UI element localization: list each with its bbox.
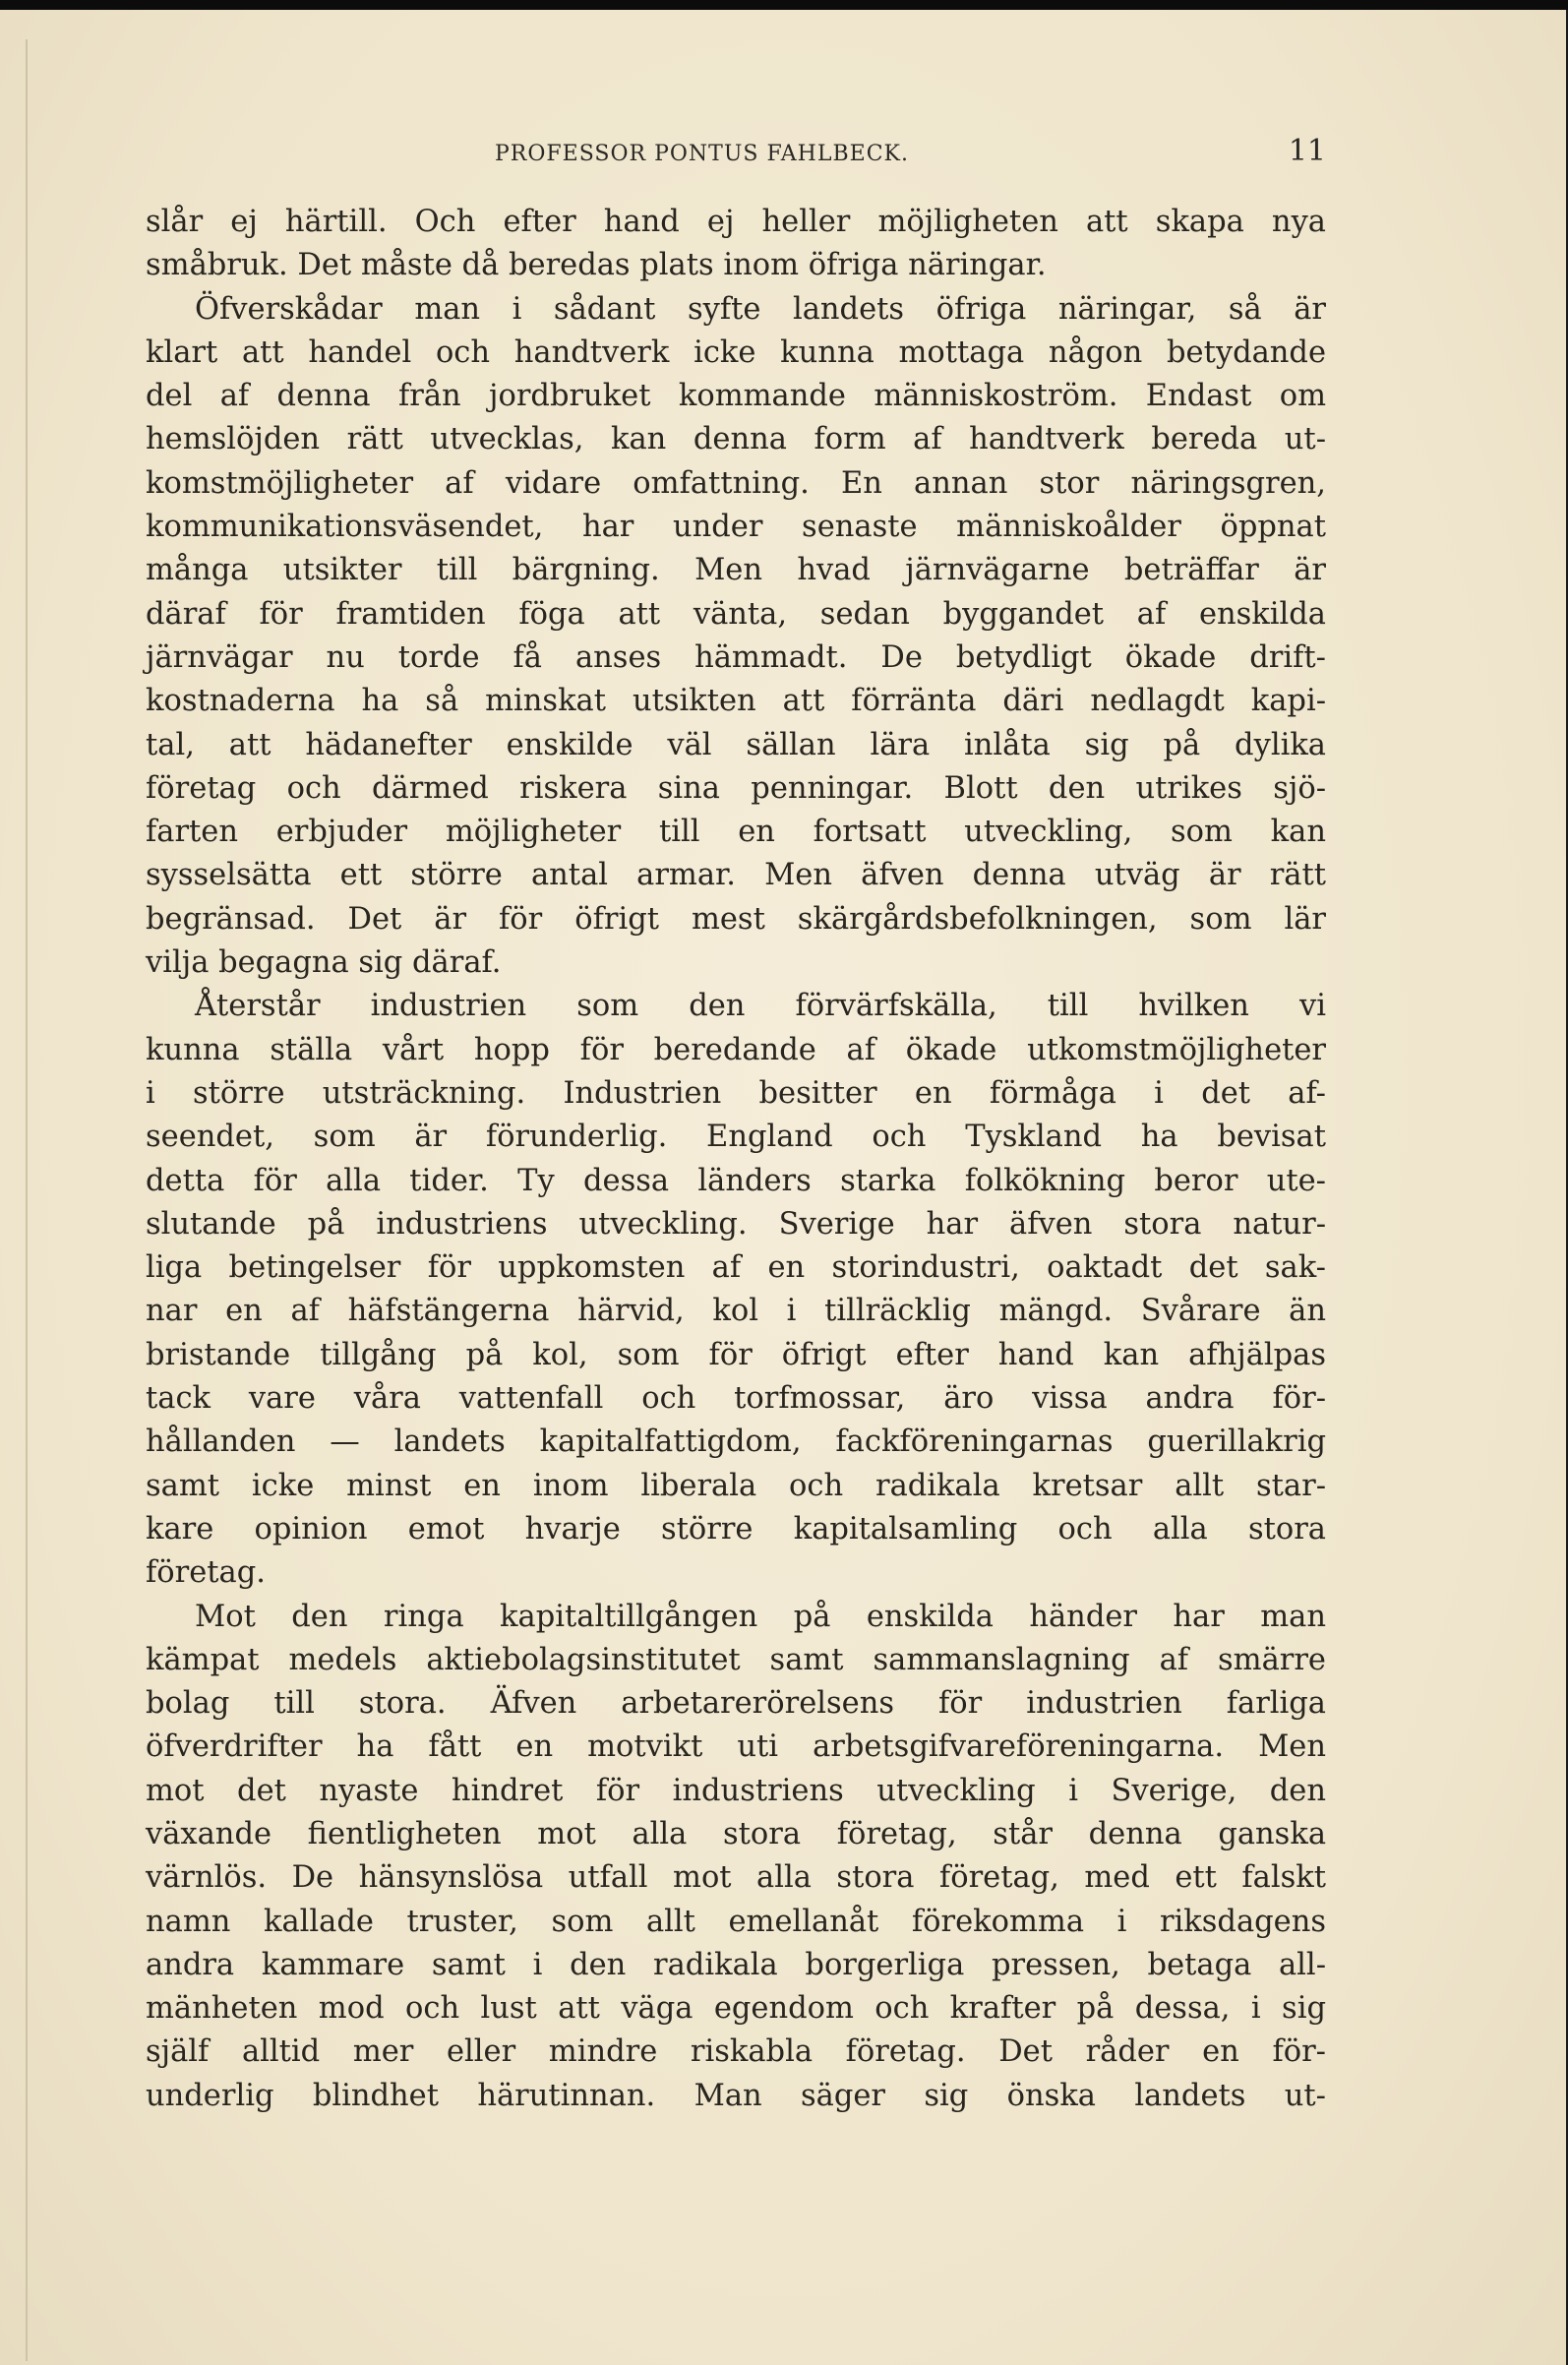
text-line: Mot den ringa kapitaltillgången på enskilda händer har man <box>195 1599 1326 1634</box>
running-title: PROFESSOR PONTUS FAHLBECK. <box>495 142 909 166</box>
text-line: detta för alla tider. Ty dessa länders starka folkökning beror ute- <box>146 1163 1326 1198</box>
text-line: kostnaderna ha så minskat utsikten att förränta däri nedlagdt kapi- <box>146 684 1326 719</box>
text-line: värnlös. De hänsynslösa utfall mot alla stora företag, med ett falskt <box>146 1860 1326 1896</box>
text-line: hemslöjden rätt utvecklas, kan denna form af handtverk bereda ut- <box>146 422 1326 457</box>
text-line: många utsikter till bärgning. Men hvad järnvägarne beträffar är <box>146 553 1326 588</box>
text-line: namn kallade truster, som allt emellanåt förekomma i riksdagens <box>146 1904 1326 1939</box>
running-head <box>146 134 1326 173</box>
text-line: sysselsätta ett större antal armar. Men äfven denna utväg är rätt <box>146 858 1326 893</box>
page-gutter-shadow <box>26 39 28 2361</box>
text-line: slår ej härtill. Och efter hand ej heller möjligheten att skapa nya <box>146 205 1326 239</box>
text-line: småbruk. Det måste då beredas plats inom öfriga näringar. <box>146 248 1047 283</box>
text-line: nar en af häfstängerna härvid, kol i tillräcklig mängd. Svårare än <box>146 1294 1326 1329</box>
text-line: underlig blindhet härutinnan. Man säger sig önska landets ut- <box>146 2078 1326 2113</box>
text-line: bolag till stora. Äfven arbetarerörelsens för industrien farliga <box>146 1686 1326 1722</box>
text-line: Återstår industrien som den förvärfskälla, till hvilken vi <box>195 989 1326 1024</box>
text-line: växande fientligheten mot alla stora företag, står denna ganska <box>146 1816 1326 1851</box>
text-line: företag. <box>146 1555 266 1591</box>
text-line: själf alltid mer eller mindre riskabla företag. Det råder en för- <box>146 2034 1326 2070</box>
text-line: liga betingelser för uppkomsten af en storindustri, oaktadt det sak- <box>146 1250 1326 1286</box>
text-line: öfverdrifter ha fått en motvikt uti arbetsgifvareföreningarna. Men <box>146 1729 1326 1765</box>
page-number: 11 <box>1288 134 1326 168</box>
text-line: hållanden — landets kapitalfattigdom, fackföreningarnas guerillakrig <box>146 1425 1326 1460</box>
text-line: farten erbjuder möjligheter till en fortsatt utveckling, som kan <box>146 815 1326 850</box>
text-line: Öfverskådar man i sådant syfte landets öfriga näringar, så är <box>195 291 1326 327</box>
text-line: tal, att hädanefter enskilde väl sällan lära inlåta sig på dylika <box>146 727 1326 762</box>
book-page <box>0 10 1568 2365</box>
text-line: i större utsträckning. Industrien besitter en förmåga i det af- <box>146 1075 1326 1111</box>
text-line: kommunikationsväsendet, har under senaste människoålder öppnat <box>146 510 1326 545</box>
text-line: del af denna från jordbruket kommande människoström. Endast om <box>146 379 1326 414</box>
text-line: samt icke minst en inom liberala och radikala kretsar allt star- <box>146 1468 1326 1503</box>
text-line: järnvägar nu torde få anses hämmadt. De betydligt ökade drift- <box>146 639 1326 675</box>
text-line: däraf för framtiden föga att vänta, sedan byggandet af enskilda <box>146 596 1326 632</box>
text-line: mot det nyaste hindret för industriens utveckling i Sverige, den <box>146 1773 1326 1808</box>
text-line: bristande tillgång på kol, som för öfrigt efter hand kan afhjälpas <box>146 1337 1326 1372</box>
text-line: företag och därmed riskera sina penningar. Blott den utrikes sjö- <box>146 770 1326 806</box>
text-line: kare opinion emot hvarje större kapitalsamling och alla stora <box>146 1511 1326 1546</box>
text-line: kunna ställa vårt hopp för beredande af ökade utkomstmöjligheter <box>146 1032 1326 1067</box>
text-line: kämpat medels aktiebolagsinstitutet samt sammanslagning af smärre <box>146 1642 1326 1677</box>
text-line: klart att handel och handtverk icke kunna mottaga någon betydande <box>146 334 1326 370</box>
text-line: komstmöjligheter af vidare omfattning. En annan stor näringsgren, <box>146 465 1326 501</box>
text-line: mänheten mod och lust att väga egendom och krafter på dessa, i sig <box>146 1991 1326 2027</box>
body-text <box>146 201 1326 2118</box>
text-line: seendet, som är förunderlig. England och Tyskland ha bevisat <box>146 1120 1326 1155</box>
text-line: tack vare våra vattenfall och torfmossar, äro vissa andra för- <box>146 1381 1326 1417</box>
text-line: vilja begagna sig däraf. <box>146 945 502 981</box>
text-line: begränsad. Det är för öfrigt mest skärgårdsbefolkningen, som lär <box>146 901 1326 937</box>
text-line: slutande på industriens utveckling. Sverige har äfven stora natur- <box>146 1206 1326 1242</box>
text-line: andra kammare samt i den radikala borgerliga pressen, betaga all- <box>146 1947 1326 1982</box>
